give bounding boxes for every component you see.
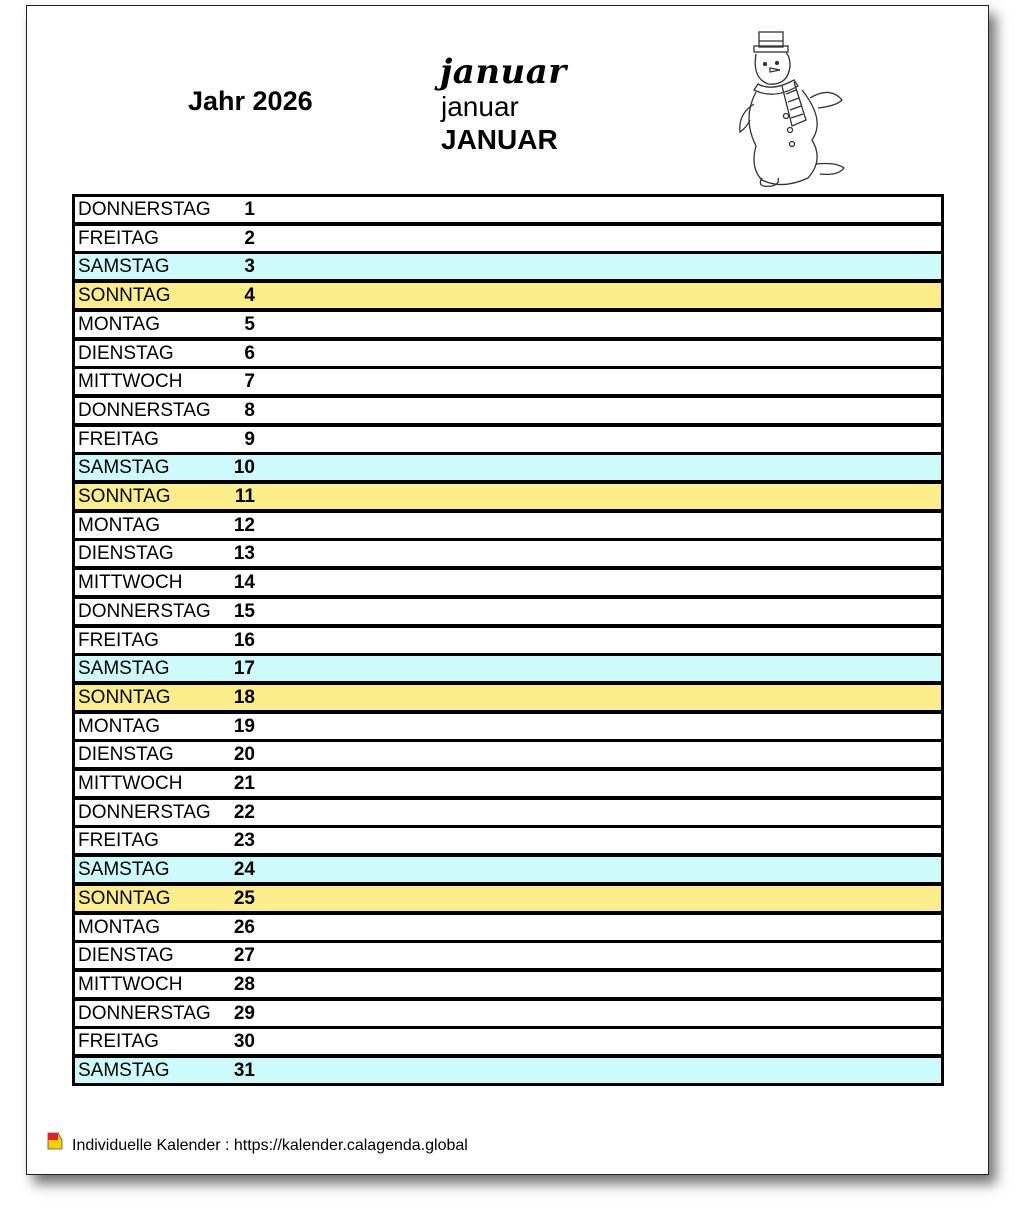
day-name: DONNERSTAG xyxy=(78,199,211,220)
month-title-upper: JANUAR xyxy=(441,124,558,155)
day-row xyxy=(75,455,941,480)
day-number: 14 xyxy=(233,572,255,594)
day-number: 30 xyxy=(233,1031,255,1053)
day-name: FREITAG xyxy=(78,629,159,651)
day-row xyxy=(75,943,941,968)
day-name: FREITAG xyxy=(78,227,159,249)
day-name: SONNTAG xyxy=(78,486,171,507)
day-row xyxy=(75,828,941,853)
day-name: DIENSTAG xyxy=(78,342,174,364)
day-name: DONNERSTAG xyxy=(78,399,211,421)
day-row xyxy=(75,656,941,681)
day-row xyxy=(75,283,941,308)
day-name: DIENSTAG xyxy=(78,744,174,766)
day-number: 26 xyxy=(233,916,255,938)
day-row xyxy=(75,685,941,710)
day-name: MITTWOCH xyxy=(78,773,183,794)
day-list-table xyxy=(72,194,944,1086)
day-number: 13 xyxy=(233,543,255,565)
day-name: FREITAG xyxy=(78,1031,159,1053)
calendar-logo-icon xyxy=(46,1132,64,1150)
day-name: FREITAG xyxy=(78,830,159,852)
day-number: 21 xyxy=(233,773,255,794)
day-row xyxy=(75,1058,941,1083)
month-title-lower: januar xyxy=(441,91,519,122)
day-number: 20 xyxy=(233,744,255,766)
day-row xyxy=(75,341,941,366)
day-name: SAMSTAG xyxy=(78,859,170,881)
day-name: FREITAG xyxy=(78,428,159,450)
day-row xyxy=(75,714,941,739)
day-number: 22 xyxy=(233,801,255,823)
day-name: DONNERSTAG xyxy=(78,600,211,622)
day-number: 27 xyxy=(233,945,255,967)
day-number: 10 xyxy=(233,457,255,479)
day-number: 25 xyxy=(233,887,255,909)
day-name: DIENSTAG xyxy=(78,945,174,967)
day-number: 4 xyxy=(244,285,255,307)
day-number: 7 xyxy=(244,371,255,393)
day-name: SAMSTAG xyxy=(78,658,170,680)
day-row xyxy=(75,197,941,222)
day-number: 24 xyxy=(233,859,255,881)
day-row xyxy=(75,427,941,452)
day-number: 1 xyxy=(244,199,255,220)
day-number: 29 xyxy=(233,1002,255,1024)
day-number: 18 xyxy=(233,686,255,708)
day-name: MONTAG xyxy=(78,715,160,737)
snowman-illustration xyxy=(732,28,848,192)
day-name: SAMSTAG xyxy=(78,256,170,278)
year-title: Jahr 2026 xyxy=(188,86,313,116)
day-name: SAMSTAG xyxy=(78,1060,170,1081)
day-name: MITTWOCH xyxy=(78,371,183,393)
day-row xyxy=(75,886,941,911)
day-row xyxy=(75,513,941,538)
day-number: 11 xyxy=(234,486,255,507)
day-row xyxy=(75,226,941,251)
day-row xyxy=(75,915,941,940)
day-name: SAMSTAG xyxy=(78,457,170,479)
day-row xyxy=(75,771,941,796)
day-name: MONTAG xyxy=(78,916,160,938)
day-name: DONNERSTAG xyxy=(78,1002,211,1024)
day-row xyxy=(75,800,941,825)
day-number: 5 xyxy=(244,313,255,335)
day-name: MONTAG xyxy=(78,514,160,536)
day-name: SONNTAG xyxy=(78,285,171,307)
day-row xyxy=(75,541,941,566)
day-row xyxy=(75,972,941,997)
day-number: 31 xyxy=(233,1060,255,1081)
day-row xyxy=(75,484,941,509)
day-row xyxy=(75,742,941,767)
day-row xyxy=(75,599,941,624)
day-number: 9 xyxy=(244,428,255,450)
day-name: DONNERSTAG xyxy=(78,801,211,823)
day-row xyxy=(75,398,941,423)
day-number: 8 xyxy=(244,399,255,421)
day-number: 12 xyxy=(233,514,255,536)
day-number: 6 xyxy=(244,342,255,364)
day-number: 16 xyxy=(233,629,255,651)
day-row xyxy=(75,1001,941,1026)
day-row xyxy=(75,570,941,595)
day-name: SONNTAG xyxy=(78,887,171,909)
day-number: 2 xyxy=(244,227,255,249)
day-row xyxy=(75,1029,941,1054)
day-number: 23 xyxy=(233,830,255,852)
day-name: MONTAG xyxy=(78,313,160,335)
day-number: 17 xyxy=(233,658,255,680)
day-number: 19 xyxy=(233,715,255,737)
day-row xyxy=(75,628,941,653)
day-row xyxy=(75,857,941,882)
day-row xyxy=(75,369,941,394)
day-number: 15 xyxy=(233,600,255,622)
day-name: SONNTAG xyxy=(78,686,171,708)
day-row xyxy=(75,254,941,279)
day-number: 3 xyxy=(244,256,255,278)
day-number: 28 xyxy=(233,973,255,995)
day-row xyxy=(75,312,941,337)
month-title-script: januar xyxy=(440,52,567,92)
footer-link-text: Individuelle Kalender : https://kalender.calagenda.global xyxy=(72,1137,468,1154)
day-name: MITTWOCH xyxy=(78,973,183,995)
day-name: MITTWOCH xyxy=(78,572,183,594)
day-name: DIENSTAG xyxy=(78,543,174,565)
